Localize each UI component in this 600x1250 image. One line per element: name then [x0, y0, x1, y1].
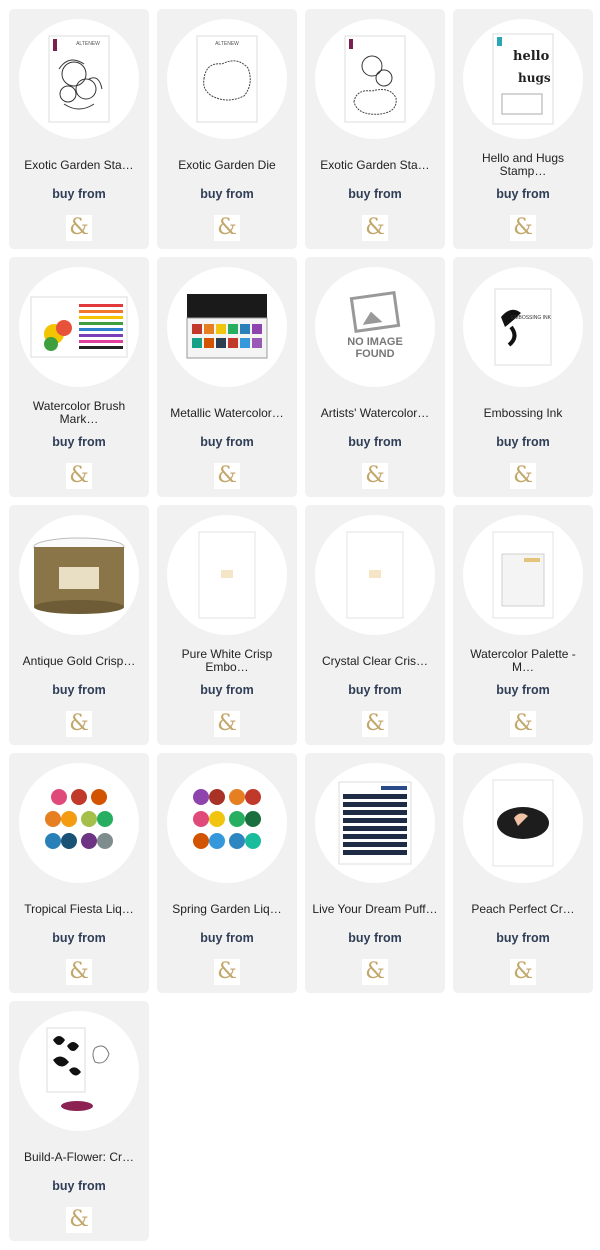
store-logo-icon: &	[513, 463, 533, 488]
store-logo[interactable]	[214, 463, 240, 489]
buy-from-link[interactable]: buy from	[200, 435, 254, 449]
store-logo[interactable]	[66, 215, 92, 241]
buy-from-link[interactable]: buy from	[200, 187, 254, 201]
buy-from-link[interactable]: buy from	[496, 187, 550, 201]
image-placeholder-icon	[350, 291, 401, 333]
store-logo[interactable]	[510, 959, 536, 985]
hello-hugs-icon	[488, 32, 558, 127]
flower-stamp-icon	[39, 1026, 119, 1116]
store-logo[interactable]	[214, 215, 240, 241]
store-logo-icon: &	[217, 215, 237, 240]
store-logo-icon: &	[513, 215, 533, 240]
product-image[interactable]	[19, 763, 139, 883]
store-logo-icon: &	[217, 463, 237, 488]
product-title[interactable]: Peach Perfect Cr…	[471, 901, 575, 916]
store-logo-icon: &	[69, 959, 89, 984]
product-card[interactable]	[453, 9, 593, 249]
store-logo-icon: &	[69, 711, 89, 736]
brand-text: ALTENEW	[215, 41, 239, 47]
store-logo-icon: &	[513, 711, 533, 736]
store-logo-icon: &	[513, 959, 533, 984]
product-image[interactable]	[315, 763, 435, 883]
product-image[interactable]	[19, 1011, 139, 1131]
watercolor-palette-icon	[182, 292, 272, 362]
buy-from-link[interactable]: buy from	[52, 435, 106, 449]
floral-stamp-icon	[44, 34, 114, 124]
store-logo-icon: &	[69, 463, 89, 488]
product-image[interactable]	[167, 763, 287, 883]
product-image[interactable]	[315, 19, 435, 139]
store-logo[interactable]	[66, 463, 92, 489]
ink-label-text: EMBOSSING INK	[510, 315, 552, 321]
product-title[interactable]: Exotic Garden Die	[178, 157, 276, 172]
product-card[interactable]	[157, 257, 297, 497]
liquid-bottles-icon	[39, 783, 119, 863]
product-title[interactable]: Watercolor Palette - M…	[470, 647, 576, 674]
product-title[interactable]: Watercolor Brush Mark…	[32, 399, 126, 426]
product-title[interactable]: Metallic Watercolor…	[170, 405, 284, 420]
embossing-ink-icon	[483, 287, 563, 367]
buy-from-link[interactable]: buy from	[348, 931, 402, 945]
product-grid	[9, 9, 597, 1241]
store-logo[interactable]	[214, 959, 240, 985]
product-image[interactable]	[463, 763, 583, 883]
buy-from-link[interactable]: buy from	[348, 187, 402, 201]
no-image-placeholder	[340, 294, 410, 360]
product-title[interactable]: Spring Garden Liq…	[172, 901, 282, 916]
store-logo[interactable]	[510, 463, 536, 489]
store-logo-icon: &	[217, 959, 237, 984]
product-title[interactable]: Build-A-Flower: Cr…	[23, 1149, 134, 1164]
product-image[interactable]	[463, 515, 583, 635]
product-title[interactable]: Hello and Hugs Stamp…	[481, 151, 565, 178]
brush-markers-icon	[29, 292, 129, 362]
product-image[interactable]	[315, 267, 435, 387]
buy-from-link[interactable]: buy from	[496, 931, 550, 945]
stamp-die-bundle-icon	[340, 34, 410, 124]
product-title[interactable]: Pure White Crisp Embo…	[181, 647, 273, 674]
store-logo[interactable]	[66, 959, 92, 985]
stamp-word-text: hello	[513, 48, 550, 64]
product-image[interactable]	[315, 515, 435, 635]
die-icon	[192, 34, 262, 124]
product-card[interactable]	[157, 505, 297, 745]
product-image[interactable]	[19, 19, 139, 139]
brand-text: ALTENEW	[76, 41, 100, 47]
product-card[interactable]	[305, 505, 445, 745]
store-logo-icon: &	[69, 215, 89, 240]
stamp-word-text: hugs	[518, 70, 551, 85]
ink-pad-icon	[488, 778, 558, 868]
product-card[interactable]	[305, 257, 445, 497]
product-title[interactable]: Crystal Clear Cris…	[321, 653, 428, 668]
product-card[interactable]	[9, 505, 149, 745]
product-card[interactable]	[453, 505, 593, 745]
product-image[interactable]	[463, 267, 583, 387]
store-logo[interactable]	[66, 711, 92, 737]
store-logo-icon: &	[365, 463, 385, 488]
product-card[interactable]	[157, 753, 297, 993]
store-logo-icon: &	[365, 711, 385, 736]
product-title[interactable]: Antique Gold Crisp…	[22, 653, 136, 668]
store-logo[interactable]	[510, 711, 536, 737]
buy-from-link[interactable]: buy from	[200, 683, 254, 697]
store-logo[interactable]	[362, 959, 388, 985]
buy-from-link[interactable]: buy from	[52, 187, 106, 201]
product-title[interactable]: Artists' Watercolor…	[320, 405, 430, 420]
product-image[interactable]	[167, 515, 287, 635]
product-title[interactable]: Exotic Garden Sta…	[320, 157, 430, 172]
store-logo-icon: &	[217, 711, 237, 736]
buy-from-link[interactable]: buy from	[52, 683, 106, 697]
product-image[interactable]	[167, 19, 287, 139]
product-title[interactable]: Embossing Ink	[483, 405, 563, 420]
store-logo[interactable]	[510, 215, 536, 241]
liquid-bottles-icon	[187, 783, 267, 863]
product-card[interactable]	[9, 753, 149, 993]
product-title[interactable]: Exotic Garden Sta…	[24, 157, 134, 172]
buy-from-link[interactable]: buy from	[348, 435, 402, 449]
product-title[interactable]: Tropical Fiesta Liq…	[24, 901, 134, 916]
buy-from-link[interactable]: buy from	[52, 931, 106, 945]
product-title[interactable]: Live Your Dream Puff…	[312, 901, 438, 916]
store-logo[interactable]	[362, 215, 388, 241]
buy-from-link[interactable]: buy from	[52, 1179, 106, 1193]
buy-from-link[interactable]: buy from	[496, 683, 550, 697]
no-image-text: NO IMAGE FOUND	[347, 336, 403, 360]
store-logo[interactable]	[214, 711, 240, 737]
store-logo[interactable]	[362, 711, 388, 737]
store-logo[interactable]	[66, 1207, 92, 1233]
store-logo-icon: &	[365, 959, 385, 984]
product-image[interactable]	[167, 267, 287, 387]
gold-powder-jar-icon	[29, 535, 129, 615]
store-logo[interactable]	[362, 463, 388, 489]
product-card[interactable]	[453, 753, 593, 993]
palette-pad-icon	[488, 530, 558, 620]
white-card-icon	[197, 530, 257, 620]
product-image[interactable]	[19, 515, 139, 635]
product-image[interactable]	[463, 19, 583, 139]
alphabet-stickers-icon	[335, 778, 415, 868]
product-card[interactable]	[9, 1001, 149, 1241]
buy-from-link[interactable]: buy from	[496, 435, 550, 449]
product-card[interactable]	[9, 257, 149, 497]
store-logo-icon: &	[365, 215, 385, 240]
buy-from-link[interactable]: buy from	[348, 683, 402, 697]
product-card[interactable]	[305, 9, 445, 249]
store-logo-icon: &	[69, 1207, 89, 1232]
product-card[interactable]	[9, 9, 149, 249]
product-card[interactable]	[157, 9, 297, 249]
product-card[interactable]	[453, 257, 593, 497]
buy-from-link[interactable]: buy from	[200, 931, 254, 945]
product-image[interactable]	[19, 267, 139, 387]
white-card-icon	[345, 530, 405, 620]
product-card[interactable]	[305, 753, 445, 993]
